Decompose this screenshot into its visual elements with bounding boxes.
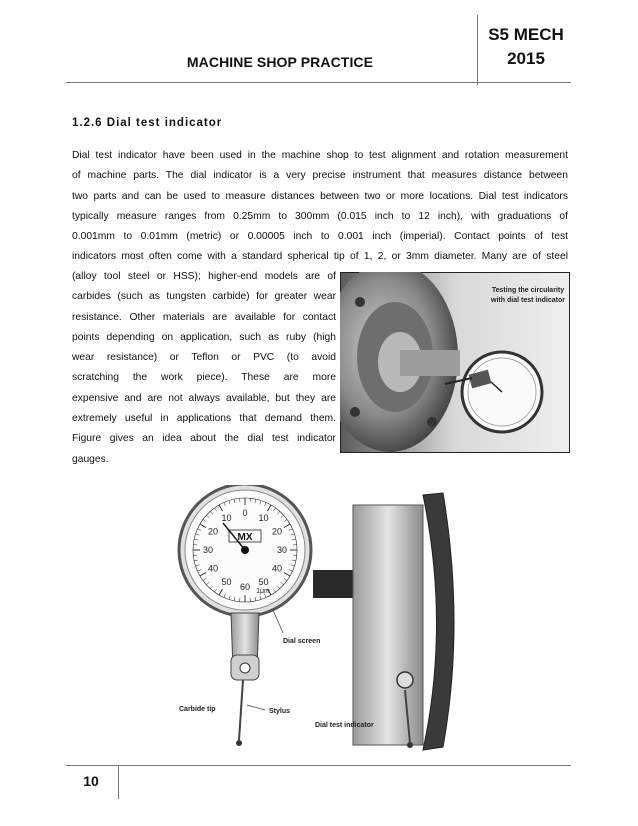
body-line: of machine parts. The dial indicator is a very precise instrument that measures distance between [72, 170, 568, 182]
dial-indicator-figure [165, 485, 470, 770]
header-rule [66, 82, 571, 83]
section-heading: 1.2.6 Dial test indicator [72, 117, 223, 129]
header-title: MACHINE SHOP PRACTICE [186, 54, 374, 70]
photo-caption-line1: Testing the circularity [491, 287, 565, 294]
body-line: two parts and can be used to measure distances between two or more locations. Dial test indicators [72, 190, 568, 202]
footer-divider-vertical [118, 765, 119, 799]
dial-number: 50 [258, 577, 269, 588]
body-line: (alloy tool steel or HSS); higher-end models are of [72, 271, 336, 282]
header-course-label [484, 23, 568, 71]
header-course: S5 MECH [488, 25, 564, 44]
dial-number: 60 [239, 582, 251, 592]
dial-number: 10 [221, 512, 232, 523]
dial-number: 20 [207, 526, 218, 537]
header-year: 2015 [507, 49, 545, 68]
dial-number: 10 [258, 512, 269, 523]
body-line: indicators most often come with a standard spherical tip of 1, 2, or 3mm diameter. Many are of steel [72, 251, 568, 263]
needle-hub [241, 546, 249, 554]
body-line: Figure gives an idea about the dial test indicator [72, 433, 336, 445]
body-line: extremely useful in applications that demand them. [72, 413, 336, 425]
footer-rule [66, 765, 571, 766]
body-line: scratching the work piece). These are more [72, 372, 336, 384]
body-line: Dial test indicator have been used in the machine shop to test alignment and rotation measurement [72, 150, 568, 161]
mounting-shank [313, 570, 353, 598]
dial-number: 20 [272, 526, 283, 537]
stylus [239, 680, 243, 740]
dial-number: 0 [242, 508, 248, 518]
body-line: points depending on application, such as ruby (high [72, 331, 336, 343]
body-line: expensive and are not always available, but they are [72, 392, 336, 404]
body-paragraph-half [72, 267, 336, 470]
body-line: typically measure ranges from 0.25mm to 300mm (0.015 inch to 12 inch), with graduations of [72, 210, 568, 222]
dial-number: 30 [276, 545, 288, 555]
brand-logo: MX [237, 532, 253, 543]
dial-number: 40 [207, 563, 218, 574]
circularity-test-photo [340, 272, 570, 453]
photo-caption-line2: with dial test indicator [491, 297, 565, 304]
dial-number: 30 [202, 545, 214, 555]
body-line: gauges. [72, 453, 109, 465]
label-stylus: Stylus [269, 708, 291, 715]
dial-number: 50 [221, 577, 232, 588]
dial-number: 40 [272, 563, 283, 574]
label-carbide-tip: Carbide tip [179, 706, 216, 713]
body-paragraph-full [72, 146, 568, 268]
body-line: wear resistance) or Teflon or PVC (to avoid [72, 352, 336, 364]
body-line: resistance. Other materials are available for contact [72, 311, 336, 323]
side-bezel [423, 493, 454, 750]
carbide-tip-ball [236, 740, 242, 746]
label-dial-screen: Dial screen [283, 638, 321, 645]
page-number: 10 [83, 773, 99, 789]
dial-unit: 1μm [256, 588, 270, 595]
body-line: carbides (such as tungsten carbide) for greater wear [72, 291, 336, 303]
label-dial-test-indicator: Dial test indicator [315, 722, 374, 729]
body-line: 0.001mm to 0.01mm (metric) or 0.00005 inch to 0.001 inch (imperial). Contact points of test [72, 231, 568, 243]
header-divider-vertical [477, 15, 478, 85]
